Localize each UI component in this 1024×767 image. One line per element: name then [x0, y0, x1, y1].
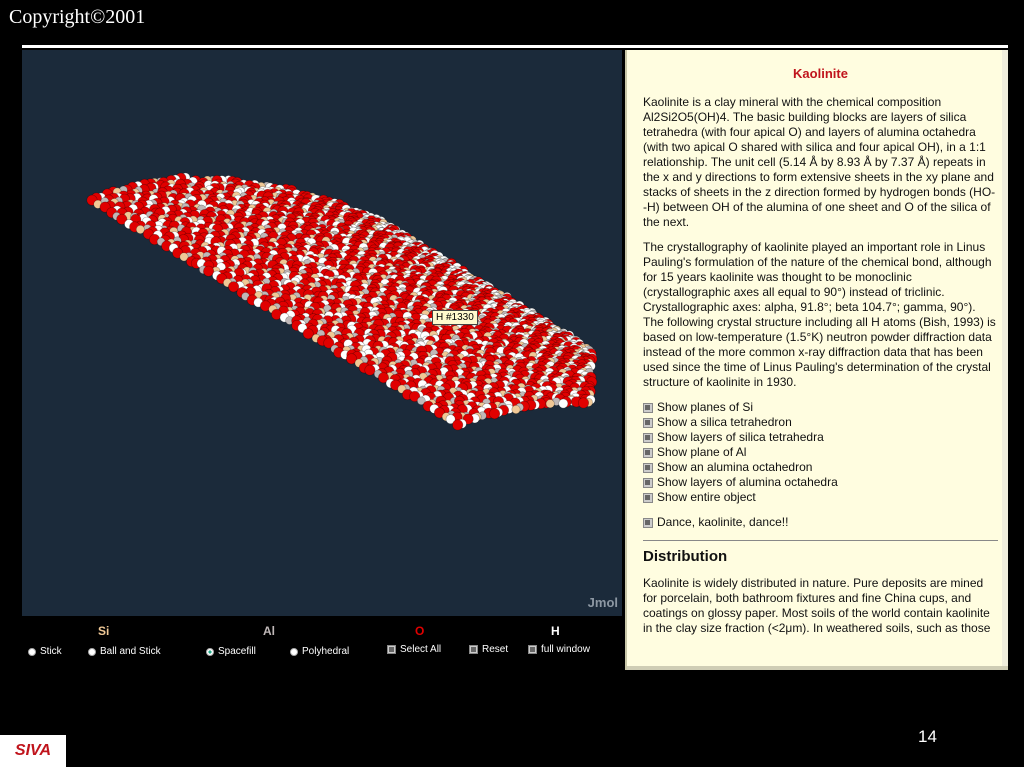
option-silica-tetrahedron[interactable]: [643, 415, 998, 430]
option-label: Show planes of Si: [657, 400, 754, 414]
reset-label: Reset: [482, 644, 509, 655]
radio-ball-and-stick[interactable]: [88, 646, 161, 657]
radio-spacefill[interactable]: [206, 646, 256, 657]
legend-al: Al: [263, 624, 275, 638]
option-label: Show an alumina octahedron: [657, 460, 813, 474]
siva-logo: SIVA: [0, 735, 66, 767]
option-label: Show layers of silica tetrahedra: [657, 430, 824, 444]
option-planes-si[interactable]: [643, 400, 998, 415]
copyright-text: Copyright©2001: [9, 6, 146, 28]
panel-scrollbar[interactable]: [1002, 50, 1008, 670]
radio-icon[interactable]: [88, 648, 96, 656]
checkbox-icon[interactable]: [643, 478, 653, 488]
atom-o[interactable]: [578, 398, 588, 408]
jmol-logo: Jmol: [587, 595, 618, 610]
atom-o[interactable]: [489, 409, 499, 419]
radio-polyhedral-label: Polyhedral: [302, 646, 350, 657]
intro-paragraph: Kaolinite is a clay mineral with the chemical composition Al2Si2O5(OH)4. The basic building blocks are layers of silica tetrahedra (with four apical O) and layers of alumina octahedra (with two apical O shared with silica and four apical OH), in a 1:1 relationship. The unit cell (5.14 Å by 8.93 Å by 7.37 Å) repeats in the x and y directions to form extensive sheets in the xy plane and stacks of sheets in the z direction formed by hydrogen bonds (HO--H) between OH of the alumina of one sheet and O of the silica of the next.: [643, 95, 996, 229]
option-layers-silica[interactable]: [643, 430, 998, 445]
radio-icon[interactable]: [28, 648, 36, 656]
legend-h: H: [551, 624, 560, 638]
page-number: 14: [918, 727, 937, 746]
legend-o: O: [415, 624, 425, 638]
info-panel[interactable]: [625, 50, 1008, 670]
checkbox-icon[interactable]: [643, 418, 653, 428]
radio-ball-and-stick-label: Ball and Stick: [100, 646, 161, 657]
option-alumina-octahedron[interactable]: [643, 460, 998, 475]
checkbox-icon[interactable]: [643, 448, 653, 458]
option-plane-al[interactable]: [643, 445, 998, 460]
option-label: Show layers of alumina octahedra: [657, 475, 838, 489]
option-label: Show a silica tetrahedron: [657, 415, 792, 429]
legend-si: Si: [98, 624, 110, 638]
top-divider: [22, 45, 1008, 48]
atom-o[interactable]: [453, 420, 463, 430]
dance-option[interactable]: [643, 515, 998, 530]
option-layers-alumina[interactable]: [643, 475, 998, 490]
select-all-label: Select All: [400, 644, 442, 655]
panel-divider: [643, 540, 998, 541]
option-label: Show entire object: [657, 490, 756, 504]
radio-polyhedral[interactable]: [290, 646, 349, 657]
full-window-button[interactable]: [528, 644, 590, 655]
panel-title: Kaolinite: [793, 66, 848, 81]
atom-si[interactable]: [512, 405, 520, 413]
distribution-paragraph: Kaolinite is widely distributed in nature. Pure deposits are mined for porcelain, both bathroom fixtures and fine China cups, and coatings on glossy paper. Most soils of the world contain kaolinite in the clay size fraction (<2μm). In weathered soils, such as those: [643, 576, 991, 635]
panel-bottom-edge: [627, 666, 1008, 670]
radio-stick[interactable]: [28, 646, 62, 657]
button-icon: [528, 645, 537, 654]
full-window-label: full window: [541, 644, 590, 655]
radio-stick-label: Stick: [40, 646, 62, 657]
atom-h[interactable]: [559, 399, 568, 408]
dance-label: Dance, kaolinite, dance!!: [657, 515, 789, 529]
radio-selected-icon[interactable]: [206, 648, 214, 656]
history-paragraph: The crystallography of kaolinite played an important role in Linus Pauling's formulation of the nature of the chemical bond, although for 15 years kaolinite was thought to be monoclinic (crystallographic axes all equal to 90°) instead of triclinic. Crystallographic axes: alpha, 91.8°; beta 104.7°; gamma, 90°). The following crystal structure including all H atoms (Bish, 1993) is based on low-temperature (1.5°K) neutron powder diffraction data instead of the more common x-ray diffraction data that has been used since the time of Linus Pauling's determination of the crystal structure of kaolinite in 1930.: [643, 240, 996, 389]
option-entire-object[interactable]: [643, 490, 998, 505]
select-all-button[interactable]: [387, 644, 441, 655]
atom-si[interactable]: [546, 400, 554, 408]
atom-hover-label: H #1330: [432, 310, 478, 325]
radio-spacefill-label: Spacefill: [218, 646, 256, 657]
checkbox-icon[interactable]: [643, 493, 653, 503]
radio-icon[interactable]: [290, 648, 298, 656]
jmol-viewer[interactable]: [22, 50, 622, 616]
options-list: [643, 400, 998, 505]
viewer-controls: [22, 620, 624, 665]
checkbox-icon[interactable]: [643, 403, 653, 413]
checkbox-icon[interactable]: [643, 518, 653, 528]
checkbox-icon[interactable]: [643, 433, 653, 443]
option-label: Show plane of Al: [657, 445, 747, 459]
reset-button[interactable]: [469, 644, 508, 655]
button-icon: [469, 645, 478, 654]
atom-o[interactable]: [365, 365, 375, 375]
checkbox-icon[interactable]: [643, 463, 653, 473]
button-icon: [387, 645, 396, 654]
kaolinite-crystal-model[interactable]: [22, 50, 622, 616]
distribution-heading: Distribution: [643, 548, 728, 565]
